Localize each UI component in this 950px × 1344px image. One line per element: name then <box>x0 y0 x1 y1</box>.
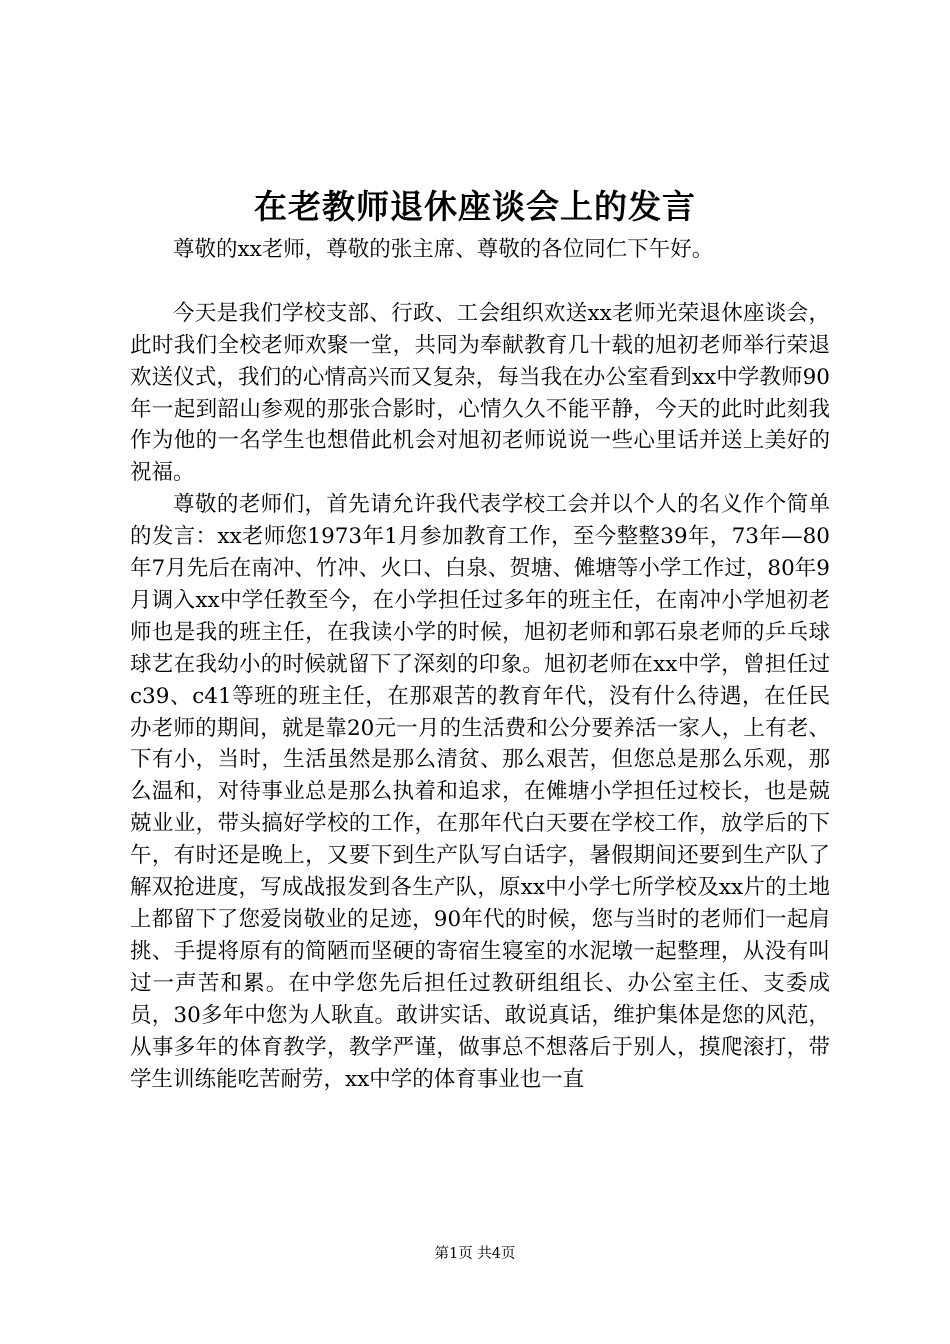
page-number-footer: 第1页 共4页 <box>434 1246 516 1262</box>
greeting-paragraph: 尊敬的xx老师，尊敬的张主席、尊敬的各位同仁下午好。 <box>173 237 714 262</box>
document-body <box>130 234 830 1095</box>
body-paragraph-1: 今天是我们学校支部、行政、工会组织欢送xx老师光荣退休座谈会，此时我们全校老师欢聚一堂，共同为奉献教育几十载的旭初老师举行荣退欢送仪式，我们的心情高兴而又复杂，每当我在办公室看到xx中学教师90年一起到韶山参观的那张合影时，心情久久不能平静，今天的此时此刻我作为他的一名学生也想借此机会对旭初老师说说一些心里话并送上美好的祝福。 <box>130 300 830 486</box>
body-paragraph-2: 尊敬的老师们，首先请允许我代表学校工会并以个人的名义作个简单的发言：xx老师您1973年1月参加教育工作，至今整整39年，73年—80年7月先后在南冲、竹冲、火口、白泉、贺塘、傩塘等小学工作过，80年9月调入xx中学任教至今，在小学担任过多年的班主任，在南冲小学旭初老师也是我的班主任，在我读小学的时候，旭初老师和郭石泉老师的乒乓球球艺在我幼小的时候就留下了深刻的印象。旭初老师在xx中学，曾担任过c39、c41等班的班主任，在那艰苦的教育年代，没有什么待遇，在任民办老师的期间，就是靠20元一月的生活费和公分要养活一家人，上有老、下有小，当时，生活虽然是那么清贫、那么艰苦，但您总是那么乐观，那么温和，对待事业总是那么执着和追求，在傩塘小学担任过校长，也是兢兢业业，带头搞好学校的工作，在那年代白天要在学校工作，放学后的下午，有时还是晚上，又要下到生产队写白话字，暑假期间还要到生产队了解双抢进度，写成战报发到各生产队，原xx中小学七所学校及xx片的土地上都留下了您爱岗敬业的足迹，90年代的时候，您与当时的老师们一起肩挑、手提将原有的简陋而坚硬的寄宿生寝室的水泥墩一起整理，从没有叫过一声苦和累。在中学您先后担任过教研组组长、办公室主任、支委成员，30多年中您为人耿直。敢讲实话、敢说真话，维护集体是您的风范，从事多年的体育教学，教学严谨，做事总不想落后于别人，摸爬滚打，带学生训练能吃苦耐劳，xx中学的体育事业也一直 <box>130 492 830 1092</box>
document-title: 在老教师退休座谈会上的发言 <box>254 187 696 226</box>
